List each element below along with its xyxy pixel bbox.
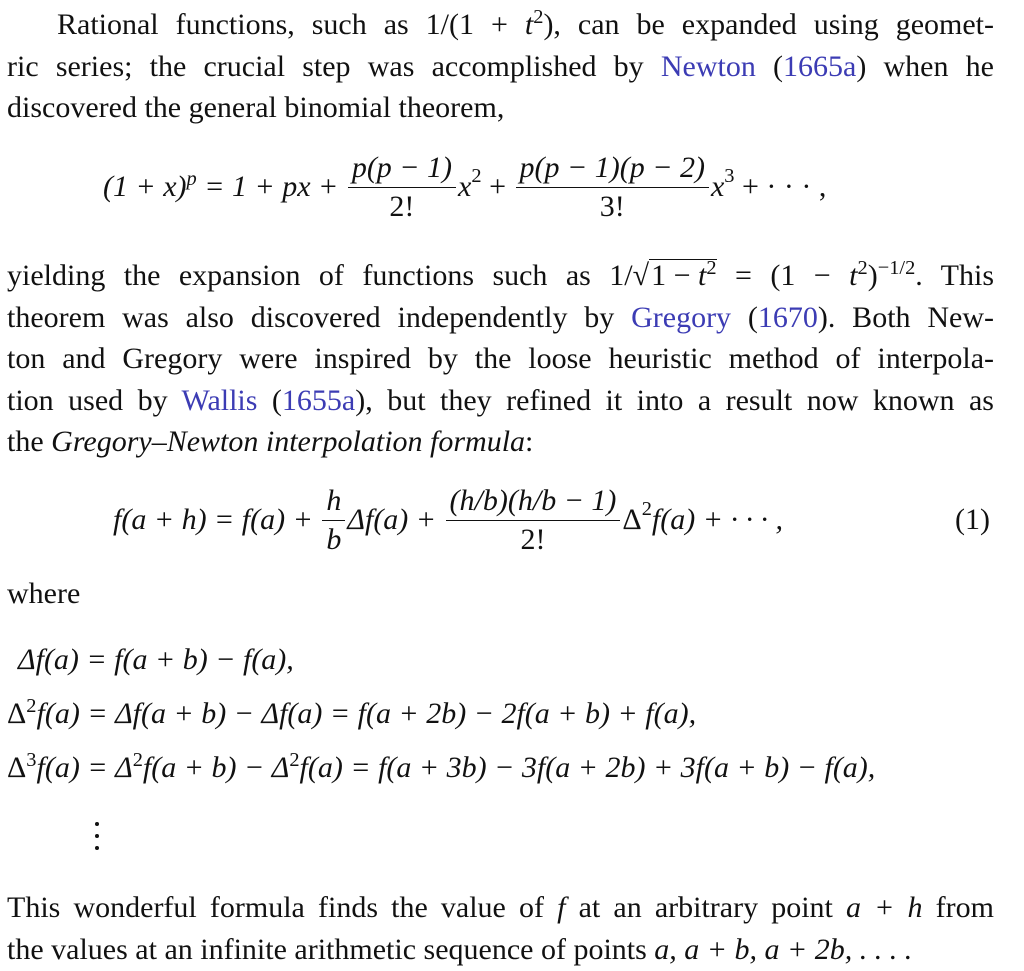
text-line: Rational functions, such as $1/(1 + t^2)$, can be expanded using geomet- xyxy=(57,5,995,41)
citation-newton-link[interactable]: Newton xyxy=(660,49,756,83)
citation-gregory-year-link[interactable]: 1670 xyxy=(757,300,818,334)
sqrt-symbol: √ xyxy=(632,259,650,292)
paragraph-conclusion xyxy=(7,887,994,970)
where-label: where xyxy=(7,577,81,610)
text-line: ton and Gregory were inspired by the loose heuristic method of interpola- xyxy=(7,342,994,375)
vertical-ellipsis-icon xyxy=(91,822,103,858)
fraction: $\frac{(h/b)(h/b - 1)}{2!}$ xyxy=(448,485,619,555)
paragraph-intro xyxy=(7,4,994,129)
text-line: theorem was also discovered independently by Gregory (1670). Both New- xyxy=(7,300,994,334)
fraction: $\frac{p(p - 1)}{2!}$ xyxy=(350,152,454,222)
paragraph-history xyxy=(7,255,994,463)
eq-lhs: (1 + x) xyxy=(103,170,187,203)
text-line: This wonderful formula finds the value of f at an arbitrary point a + h from xyxy=(7,891,994,924)
citation-wallis-year-link[interactable]: 1655a xyxy=(281,383,356,417)
text-line: the Gregory–Newton interpolation formula: xyxy=(7,425,534,458)
difference-row-1: Δf(a) = f(a + b) − f(a), xyxy=(18,643,294,676)
text-line: the values at an infinite arithmetic sequence of points a, a + b, a + 2b, . . . . xyxy=(7,932,913,966)
citation-gregory-link[interactable]: Gregory xyxy=(631,300,732,334)
difference-row-2: $\Delta^2f(a) = \Delta f(a + b) - \Delta f(a) = f(a + 2b) - 2f(a + b) + f(a)$, xyxy=(7,694,697,730)
text-line: tion used by Wallis (1655a), but they refined it into a result now known as xyxy=(7,383,994,417)
equation-gregory-newton: f(a + h) = f(a) + $\frac{h}{b}$ Δf(a) + $\frac{(h/b)(h/b - 1)}{2!}$ Δ $^2$ f(a) + · · · , xyxy=(113,484,783,556)
fraction: $\frac{p(p - 1)(p - 2)}{3!}$ xyxy=(518,152,707,222)
equation-number: (1) xyxy=(955,503,990,536)
citation-newton-year-link[interactable]: 1665a xyxy=(783,49,857,83)
difference-row-3: $\Delta^3f(a) = \Delta^2f(a + b) - \Delta^2f(a) = f(a + 3b) - 3f(a + 2b) + 3f(a + b) - f(a)$, xyxy=(7,748,876,784)
equation-binomial-theorem: $(1 + x)^p$ = 1 + px + $\frac{p(p - 1)}{2!}$ x $^2$ + $\frac{p(p - 1)(p - 2)}{3!}$ x $^3$ + · · · , xyxy=(103,151,827,223)
text-line: discovered the general binomial theorem, xyxy=(7,91,505,124)
text-line: ric series; the crucial step was accomplished by Newton (1665a) when he xyxy=(7,49,994,83)
text-line: yielding the expansion of functions such as $1/√1 - t^2 = (1 - t^2)^{-1/2}$. This xyxy=(7,256,994,292)
fraction: $\frac{h}{b}$ xyxy=(324,485,343,555)
citation-wallis-link[interactable]: Wallis xyxy=(181,383,258,417)
